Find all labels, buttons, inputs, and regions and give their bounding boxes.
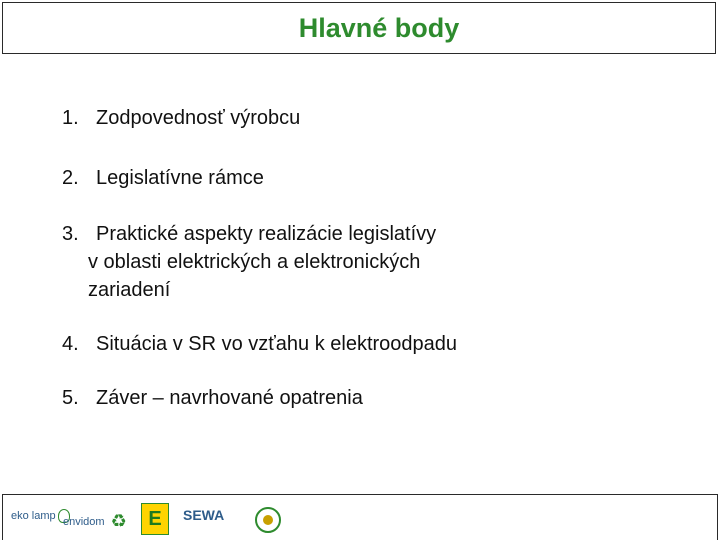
item-number: 1. xyxy=(62,107,79,129)
e-logo xyxy=(141,503,169,535)
leaf-logo-icon xyxy=(255,507,281,533)
item-text-line: zariadení xyxy=(88,279,171,301)
list-item xyxy=(62,384,363,412)
list-item xyxy=(62,330,457,358)
ekolamp-logo-text: eko lamp xyxy=(11,510,56,522)
recycle-icon: ♻ xyxy=(110,511,127,531)
footer-logo-bar xyxy=(2,494,718,540)
item-number: 5. xyxy=(62,387,79,409)
list-item xyxy=(62,104,300,132)
sewa-logo xyxy=(183,507,224,523)
item-number: 4. xyxy=(62,333,79,355)
leaf-logo-core xyxy=(263,515,273,525)
slide-title: Hlavné body xyxy=(298,12,460,43)
item-number: 3. xyxy=(62,223,79,245)
envidom-logo-text: envidom xyxy=(63,515,105,528)
item-number: 2. xyxy=(62,167,79,189)
e-logo-letter: E xyxy=(148,507,162,530)
item-text-line: Praktické aspekty realizácie legislatívy xyxy=(96,223,437,245)
item-text: Legislatívne rámce xyxy=(96,167,264,189)
item-text-line: v oblasti elektrických a elektronických xyxy=(88,251,421,273)
list-item xyxy=(62,220,588,304)
item-text: Záver – navrhované opatrenia xyxy=(96,387,363,409)
item-text-multiline xyxy=(88,220,588,304)
sewa-logo-text: SEWA xyxy=(183,507,225,523)
envidom-logo xyxy=(63,511,127,532)
item-text: Situácia v SR vo vzťahu k elektroodpadu xyxy=(96,333,458,355)
list-item xyxy=(62,164,264,192)
title-bar xyxy=(2,2,716,54)
ekolamp-logo xyxy=(11,509,70,523)
item-text: Zodpovednosť výrobcu xyxy=(96,107,301,129)
